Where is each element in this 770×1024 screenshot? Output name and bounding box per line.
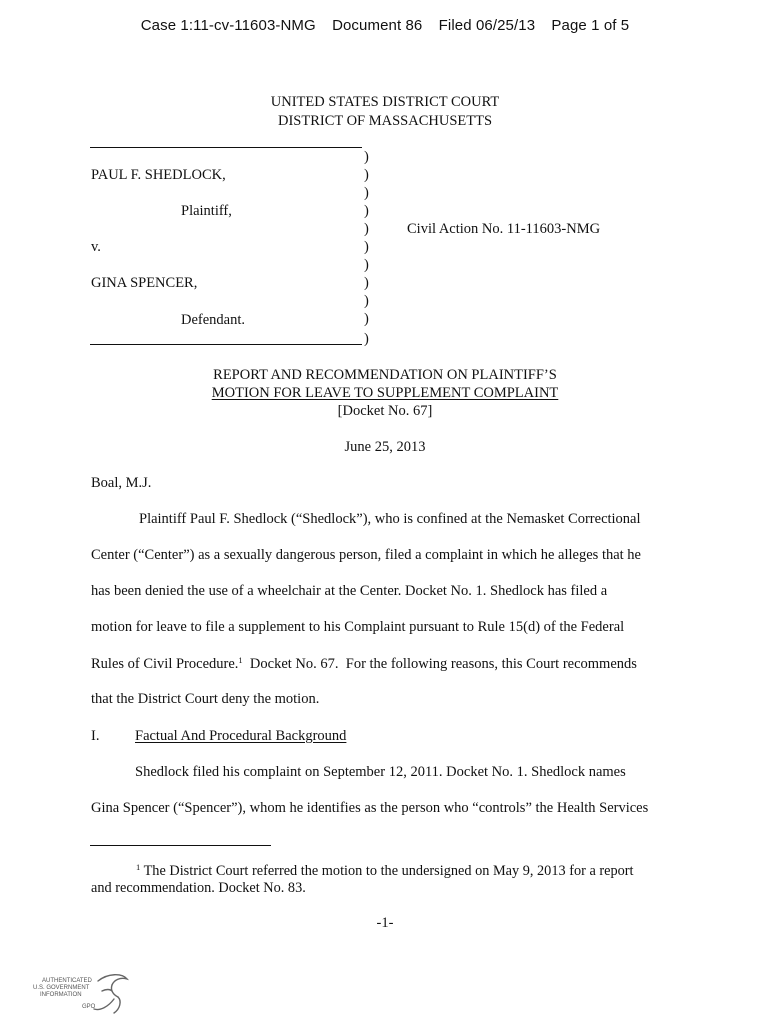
- defendant-name: GINA SPENCER,: [91, 275, 198, 291]
- document-title-line1: REPORT AND RECOMMENDATION ON PLAINTIFF’S: [213, 367, 557, 383]
- paragraph1-line6: that the District Court deny the motion.: [91, 691, 320, 707]
- caption-bracket: ): [364, 149, 369, 165]
- page-indicator: Page 1 of 5: [551, 17, 630, 34]
- caption-bottom-rule: [90, 344, 362, 345]
- filed-date: Filed 06/25/13: [438, 17, 536, 34]
- footnote-line1: [136, 862, 634, 880]
- caption-bracket: ): [364, 257, 369, 273]
- seal-text-line4: GPO: [82, 1004, 96, 1010]
- section-heading-text: Factual And Procedural Background: [135, 728, 347, 744]
- caption-bracket: ): [364, 275, 369, 291]
- eagle-emblem-icon: [94, 975, 127, 1013]
- document-date: June 25, 2013: [344, 439, 426, 455]
- seal-text-line1: AUTHENTICATED: [42, 978, 92, 984]
- footnote-line1-text: The District Court referred the motion to the undersigned on May 9, 2013 for a report: [140, 863, 634, 879]
- defendant-role: Defendant.: [181, 312, 246, 328]
- court-district: DISTRICT OF MASSACHUSETTS: [277, 113, 493, 129]
- paragraph1-line5: [91, 655, 637, 673]
- gpo-authentication-seal: [30, 969, 134, 1017]
- document-title-line2-text: MOTION FOR LEAVE TO SUPPLEMENT COMPLAINT: [211, 385, 559, 401]
- civil-action-number: Civil Action No. 11-11603-NMG: [407, 221, 601, 237]
- seal-text-line3: INFORMATION: [40, 992, 82, 998]
- versus-label: v.: [91, 239, 101, 255]
- paragraph1-line5-end: Docket No. 67. For the following reasons, this Court recommends: [242, 656, 637, 672]
- paragraph1-line5-start: Rules of Civil Procedure.: [91, 656, 239, 672]
- plaintiff-role: Plaintiff,: [181, 203, 232, 219]
- document-title-line2: [0, 385, 770, 402]
- judge-signature-line: Boal, M.J.: [91, 475, 152, 491]
- caption-bracket: ): [364, 221, 369, 237]
- case-number: Case 1:11-cv-11603-NMG: [140, 17, 316, 34]
- caption-bracket: ): [364, 331, 369, 347]
- paragraph1-line2: Center (“Center”) as a sexually dangerous person, filed a complaint in which he alleges that he: [91, 547, 641, 563]
- document-number: Document 86: [332, 17, 423, 34]
- running-header: [0, 17, 770, 34]
- page-number: -1-: [376, 915, 394, 931]
- caption-bracket: ): [364, 203, 369, 219]
- docket-reference: [Docket No. 67]: [337, 403, 433, 419]
- paragraph2-line1: Shedlock filed his complaint on September 12, 2011. Docket No. 1. Shedlock names: [135, 764, 626, 780]
- paragraph1-line1: Plaintiff Paul F. Shedlock (“Shedlock”), who is confined at the Nemasket Correctional: [139, 511, 641, 527]
- caption-bracket: ): [364, 293, 369, 309]
- caption-top-rule: [90, 147, 362, 148]
- footnote-separator: [90, 845, 271, 846]
- footnote-line2: and recommendation. Docket No. 83.: [91, 880, 306, 896]
- paragraph1-line3: has been denied the use of a wheelchair at the Center. Docket No. 1. Shedlock has filed a: [91, 583, 608, 599]
- court-name: UNITED STATES DISTRICT COURT: [270, 94, 500, 110]
- caption-bracket: ): [364, 167, 369, 183]
- caption-bracket: ): [364, 185, 369, 201]
- caption-bracket: ): [364, 239, 369, 255]
- seal-text-line2: U.S. GOVERNMENT: [33, 985, 90, 991]
- caption-bracket: ): [364, 311, 369, 327]
- section-heading: [135, 728, 346, 745]
- section-number: I.: [91, 728, 100, 744]
- paragraph2-line2: Gina Spencer (“Spencer”), whom he identifies as the person who “controls” the Health Services: [91, 800, 649, 816]
- plaintiff-name: PAUL F. SHEDLOCK,: [91, 167, 226, 183]
- footnote-marker: 1: [136, 862, 141, 872]
- footnote-reference[interactable]: 1: [238, 655, 243, 665]
- paragraph1-line4: motion for leave to file a supplement to his Complaint pursuant to Rule 15(d) of the Federal: [91, 619, 625, 635]
